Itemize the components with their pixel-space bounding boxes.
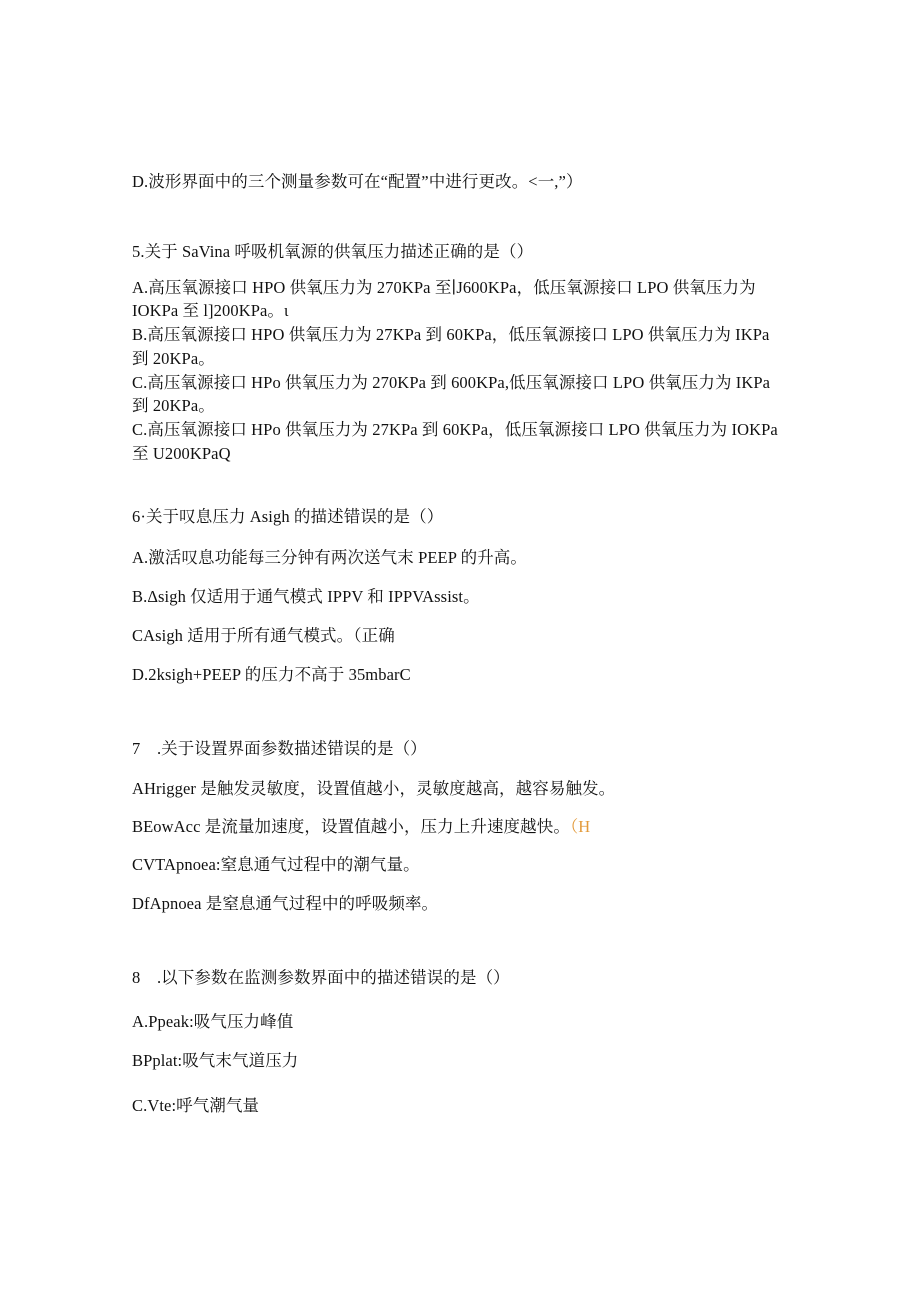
- q7-option-a: AHrigger 是触发灵敏度，设置值越小，灵敏度越高，越容易触发。: [132, 779, 616, 798]
- q6-option-a: A.激活叹息功能每三分钟有两次送气末 PEEP 的升高。: [132, 548, 527, 567]
- q7-option-c: CVTApnoea:窒息通气过程中的潮气量。: [132, 855, 420, 874]
- q5-option-c-line2: 到 20KPa。: [132, 396, 215, 415]
- q5-option-c-line1: C.高压氧源接口 HPo 供氧压力为 270KPa 到 600KPa,低压氧源接口 LPO 供氧压力为 IKPa: [132, 373, 771, 392]
- q7-option-b-text: BEowAcc 是流量加速度，设置值越小，压力上升速度越快。: [132, 817, 570, 836]
- q5-option-d-line1: C.高压氧源接口 HPo 供氧压力为 27KPa 到 60KPa，低压氧源接口 LPO 供氧压力为 IOKPa: [132, 420, 778, 439]
- q5-option-d-line2: 至 U200KPaQ: [132, 444, 231, 463]
- q6-question: 6·关于叹息压力 Asigh 的描述错误的是（）: [132, 507, 444, 526]
- q8-option-b: BPplat:吸气末气道压力: [132, 1051, 299, 1070]
- q7-option-b-mark: （H: [569, 817, 591, 836]
- q8-option-c: C.Vte:呼气潮气量: [132, 1096, 260, 1115]
- q6-option-c: CAsigh 适用于所有通气模式。（正确: [132, 626, 395, 645]
- q8-option-a: A.Ppeak:吸气压力峰值: [132, 1012, 294, 1031]
- q5-option-a-line2: IOKPa 至 l]200KPa。ι: [132, 301, 289, 320]
- q5-option-b-line1: B.高压氧源接口 HPO 供氧压力为 27KPa 到 60KPa，低压氧源接口 LPO 供氧压力为 IKPa: [132, 325, 770, 344]
- q6-option-b: B.Δsigh 仅适用于通气模式 IPPV 和 IPPVAssist。: [132, 587, 480, 606]
- q5-option-b-line2: 到 20KPa。: [132, 349, 215, 368]
- q8-question: 8 .以下参数在监测参数界面中的描述错误的是（）: [132, 968, 510, 987]
- q7-question: 7 .关于设置界面参数描述错误的是（）: [132, 739, 427, 758]
- q5-question: 5.关于 SaVina 呼吸机氧源的供氧压力描述正确的是（）: [132, 242, 534, 261]
- q4-option-d: D.波形界面中的三个测量参数可在“配置”中进行更改。<一,”）: [132, 172, 583, 191]
- q5-option-a-line1: A.高压氧源接口 HPO 供氧压力为 270KPa 至∣J600KPa，低压氧源接口 LPO 供氧压力为: [132, 278, 756, 297]
- q6-option-d: D.2ksigh+PEEP 的压力不高于 35mbarC: [132, 665, 411, 684]
- q7-option-b: [132, 815, 590, 839]
- q7-option-d: DfApnoea 是窒息通气过程中的呼吸频率。: [132, 894, 439, 913]
